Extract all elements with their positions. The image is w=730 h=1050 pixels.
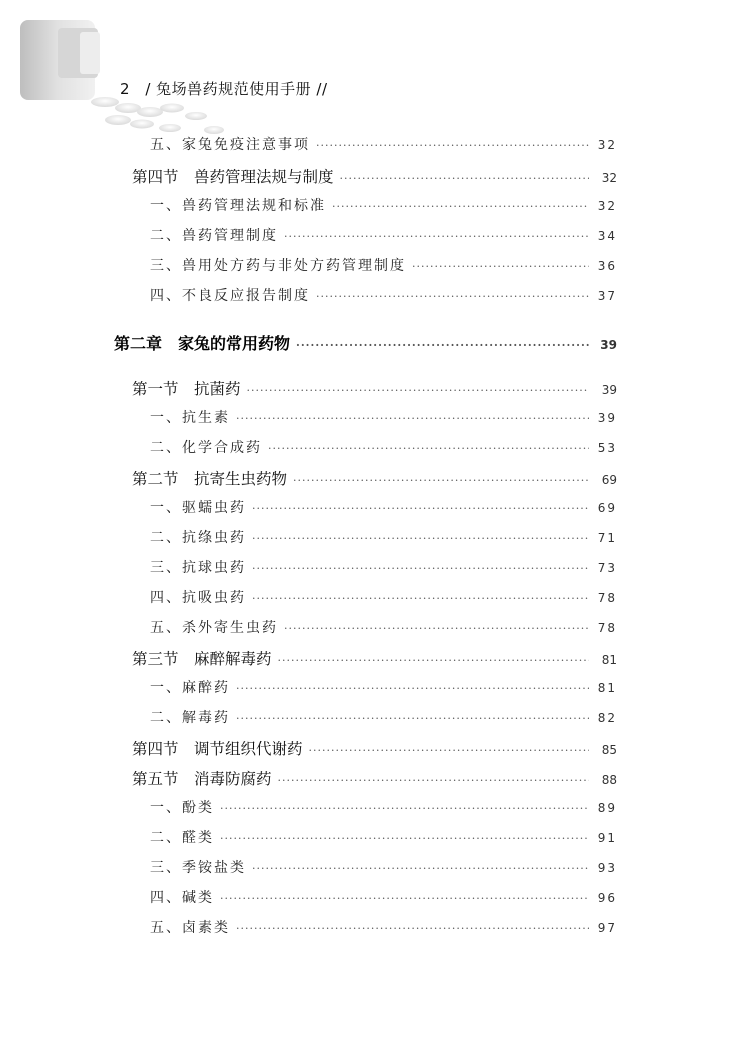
toc-chapter-row — [114, 331, 617, 354]
dot-leader — [284, 622, 589, 635]
dot-leader — [252, 502, 589, 515]
pill-bottle-decoration — [0, 0, 240, 140]
toc-entry-title: 四、抗吸虫药 — [150, 590, 246, 606]
toc-page-number: 37 — [597, 289, 617, 303]
book-title: / 兔场兽药规范使用手册 // — [145, 80, 328, 98]
toc-entry-title: 五、杀外寄生虫药 — [150, 620, 278, 636]
toc-page-number: 91 — [597, 831, 617, 845]
toc-entry-title: 四、不良反应报告制度 — [150, 288, 310, 304]
toc-section-row — [132, 377, 617, 399]
toc-item-row — [150, 557, 617, 577]
toc-entry-title: 一、抗生素 — [150, 410, 230, 426]
toc-page-number: 39 — [601, 383, 617, 397]
dot-leader — [278, 774, 589, 787]
toc-section-row — [132, 647, 617, 669]
dot-leader — [340, 172, 589, 185]
toc-page-number: 34 — [597, 229, 617, 243]
toc-page-number: 73 — [597, 561, 617, 575]
dot-leader — [284, 230, 589, 243]
dot-leader — [252, 562, 589, 575]
dot-leader — [252, 862, 589, 875]
toc-entry-title: 五、家兔免疫注意事项 — [150, 137, 310, 153]
dot-leader — [309, 744, 589, 757]
toc-entry-title: 三、季铵盐类 — [150, 860, 246, 876]
toc-page-number: 97 — [597, 921, 617, 935]
toc-entry-title: 一、酚类 — [150, 800, 214, 816]
toc-page-number: 81 — [601, 653, 617, 667]
toc-page-number: 32 — [597, 138, 617, 152]
toc-entry-title: 二、抗绦虫药 — [150, 530, 246, 546]
toc-item-row — [150, 617, 617, 637]
toc-page-number: 78 — [597, 621, 617, 635]
toc-entry-title: 三、兽用处方药与非处方药管理制度 — [150, 258, 406, 274]
toc-entry-title: 二、兽药管理制度 — [150, 228, 278, 244]
dot-leader — [293, 474, 589, 487]
toc-page-number: 78 — [597, 591, 617, 605]
dot-leader — [316, 290, 589, 303]
toc-page-number: 71 — [597, 531, 617, 545]
dot-leader — [332, 200, 589, 213]
dot-leader — [220, 832, 589, 845]
toc-item-row — [150, 437, 617, 457]
toc-page-number: 82 — [597, 711, 617, 725]
dot-leader — [236, 712, 589, 725]
toc-entry-title: 四、碱类 — [150, 890, 214, 906]
toc-entry-title: 二、醛类 — [150, 830, 214, 846]
toc-page-number: 81 — [597, 681, 617, 695]
toc-entry-title: 二、化学合成药 — [150, 440, 262, 456]
toc-item-row — [150, 827, 617, 847]
toc-item-row — [150, 677, 617, 697]
toc-entry-title: 第一节 抗菌药 — [132, 380, 241, 398]
toc-entry-title: 第四节 兽药管理法规与制度 — [132, 168, 334, 186]
toc-page-number: 69 — [601, 473, 617, 487]
page-number: 2 — [120, 80, 131, 98]
toc-entry-title: 一、驱蠕虫药 — [150, 500, 246, 516]
toc-entry-title: 第二章 家兔的常用药物 — [114, 334, 291, 353]
dot-leader — [220, 802, 589, 815]
toc-item-row — [150, 707, 617, 727]
toc-page-number: 32 — [601, 171, 617, 185]
toc-item-row — [150, 587, 617, 607]
toc-item-row — [150, 285, 617, 305]
toc-entry-title: 三、抗球虫药 — [150, 560, 246, 576]
dot-leader — [252, 592, 589, 605]
toc-item-row — [150, 225, 617, 245]
toc-item-row — [150, 857, 617, 877]
toc-section-row — [132, 737, 617, 759]
dot-leader — [316, 139, 589, 152]
toc-item-row — [150, 887, 617, 907]
toc-entry-title: 二、解毒药 — [150, 710, 230, 726]
toc-entry-title: 第二节 抗寄生虫药物 — [132, 470, 288, 488]
toc-entry-title: 一、兽药管理法规和标准 — [150, 198, 326, 214]
toc-entry-title: 一、麻醉药 — [150, 680, 230, 696]
toc-page-number: 88 — [601, 773, 617, 787]
toc-page-number: 96 — [597, 891, 617, 905]
dot-leader — [236, 922, 589, 935]
toc-page-number: 93 — [597, 861, 617, 875]
toc-page-number: 89 — [597, 801, 617, 815]
dot-leader — [220, 892, 589, 905]
toc-section-row — [132, 767, 617, 789]
toc-page-number: 32 — [597, 199, 617, 213]
toc-item-row — [150, 407, 617, 427]
dot-leader — [247, 384, 589, 397]
dot-leader — [236, 412, 589, 425]
toc-section-row — [132, 165, 617, 187]
dot-leader — [268, 442, 589, 455]
toc-item-row — [150, 917, 617, 937]
toc-item-row — [150, 255, 617, 275]
toc-page-number: 53 — [597, 441, 617, 455]
toc-entry-title: 第四节 调节组织代谢药 — [132, 740, 303, 758]
page-header — [120, 78, 328, 99]
dot-leader — [412, 260, 589, 273]
toc-page-number: 36 — [597, 259, 617, 273]
toc-item-row — [150, 497, 617, 517]
toc-item-row — [150, 195, 617, 215]
toc-entry-title: 第五节 消毒防腐药 — [132, 770, 272, 788]
dot-leader — [296, 339, 589, 352]
dot-leader — [278, 654, 589, 667]
dot-leader — [236, 682, 589, 695]
toc-item-row — [150, 134, 617, 154]
toc-page-number: 39 — [597, 411, 617, 425]
toc-entry-title: 五、卤素类 — [150, 920, 230, 936]
toc-item-row — [150, 527, 617, 547]
toc-entry-title: 第三节 麻醉解毒药 — [132, 650, 272, 668]
toc-item-row — [150, 797, 617, 817]
toc-section-row — [132, 467, 617, 489]
toc-page-number: 69 — [597, 501, 617, 515]
toc-page-number: 85 — [601, 743, 617, 757]
dot-leader — [252, 532, 589, 545]
toc-page-number: 39 — [600, 338, 617, 352]
